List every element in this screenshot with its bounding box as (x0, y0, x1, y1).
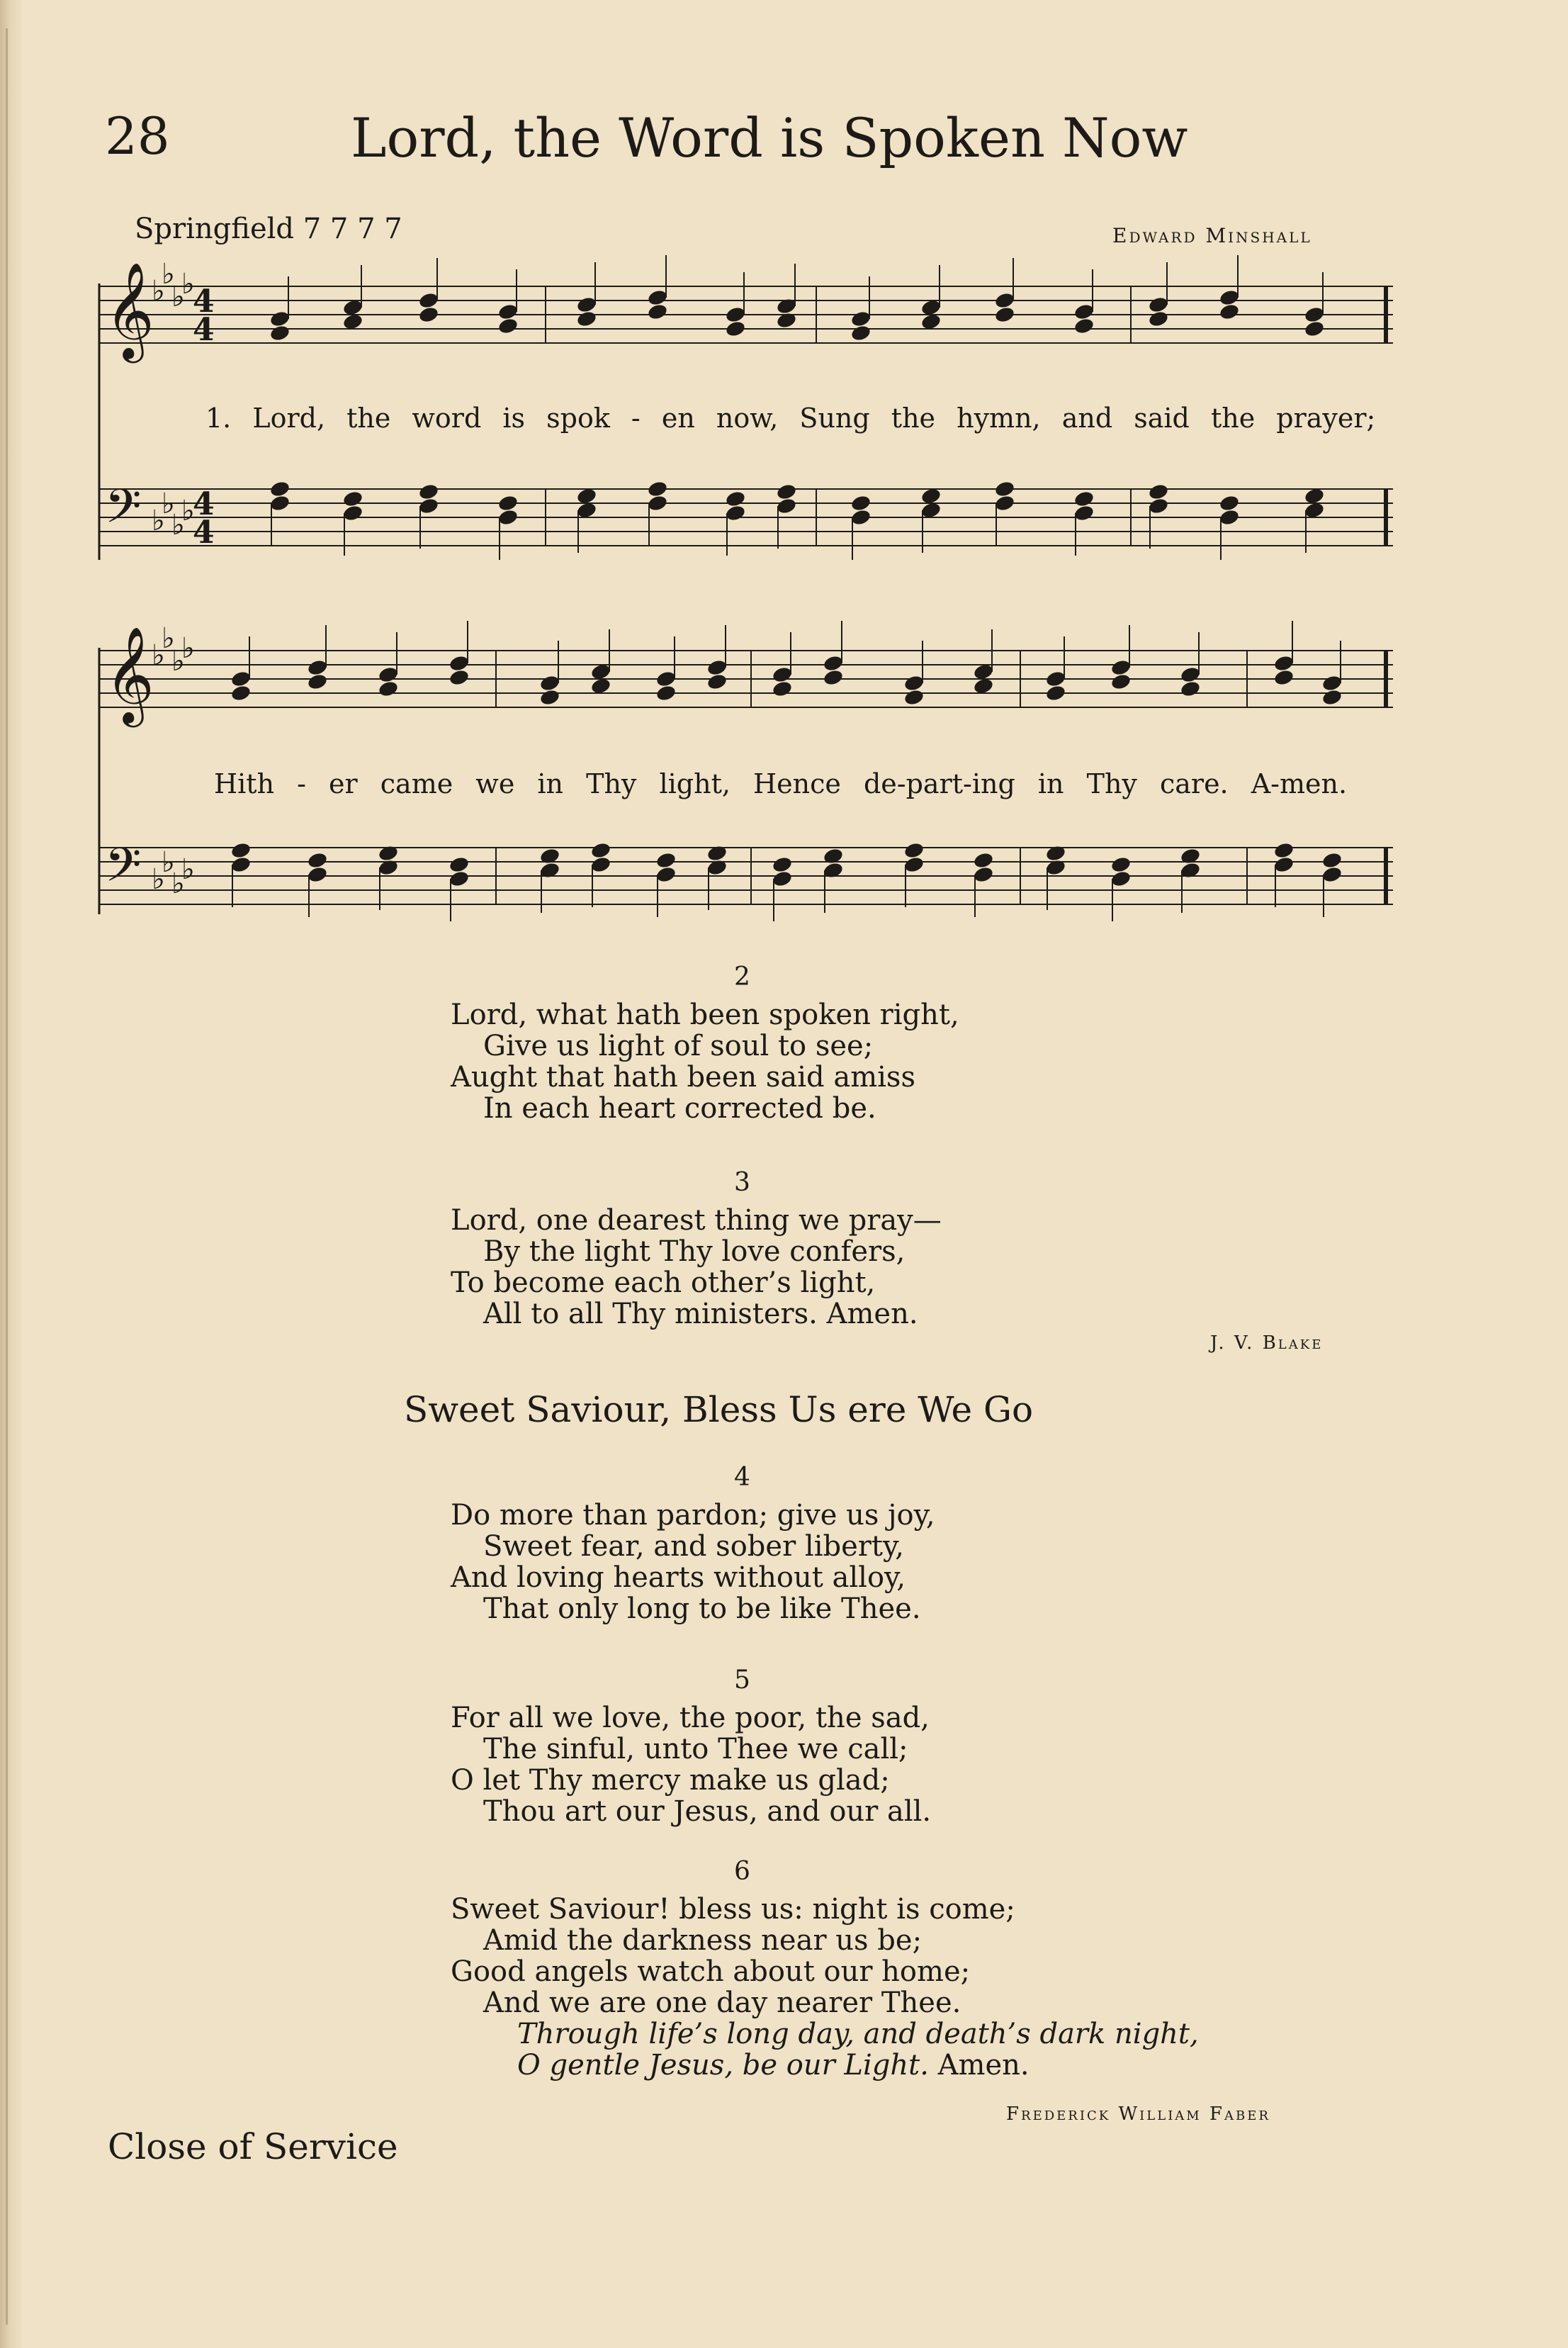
note-head (647, 303, 669, 321)
note-head (823, 861, 845, 880)
note-head (655, 670, 677, 688)
note-head (1045, 858, 1067, 877)
lyrics-line-1: 1. Lord, the word is spok - en now, Sung the hymn, and said the prayer; (205, 403, 1376, 434)
flat-sign-icon: ♭ (162, 488, 175, 520)
note-head (903, 855, 925, 874)
note-head (1110, 870, 1132, 888)
amen-text: Amen. (937, 2049, 1030, 2082)
note-head (539, 688, 561, 707)
note-head (647, 288, 669, 307)
verse-line: By the light Thy love confers, (483, 1235, 906, 1268)
note-head (1073, 490, 1095, 508)
verse-line: The sinful, unto Thee we call; (483, 1733, 908, 1765)
note-head (725, 490, 747, 508)
flat-sign-icon: ♭ (162, 846, 175, 879)
verse-line: Sweet Saviour! bless us: night is come; (451, 1893, 1015, 1926)
note-head (823, 654, 845, 673)
refrain-text: O gentle Jesus, be our Light. (517, 2049, 929, 2082)
treble-clef-icon: 𝄞 (105, 261, 154, 359)
note-head (725, 320, 747, 338)
note-head (539, 861, 561, 880)
verse-number: 3 (734, 1168, 750, 1197)
note-head (994, 305, 1016, 324)
verse-line: Give us light of soul to see; (483, 1030, 874, 1062)
note-head (342, 504, 364, 522)
note-head (449, 668, 470, 687)
verse-line: All to all Thy ministers. Amen. (483, 1298, 918, 1330)
note-head (497, 508, 519, 527)
verse-line: Do more than pardon; give us joy, (451, 1499, 935, 1532)
note-head (1148, 296, 1170, 314)
note-head (776, 483, 798, 501)
note-head (1073, 317, 1095, 335)
note-head (772, 870, 794, 888)
note-head (1273, 841, 1295, 860)
flat-sign-icon: ♭ (181, 632, 195, 665)
note-head (903, 688, 925, 707)
note-head (1304, 305, 1326, 324)
time-signature-digit: 4 (193, 515, 215, 551)
verse-number: 5 (734, 1665, 750, 1695)
flat-sign-icon: ♭ (171, 281, 185, 313)
note-head (269, 310, 291, 328)
note-head (1273, 855, 1295, 874)
note-head (994, 291, 1016, 310)
note-head (307, 658, 329, 677)
note-head (725, 305, 747, 324)
note-head (850, 324, 872, 342)
note-head (378, 858, 400, 877)
composer-credit: Edward Minshall (1112, 224, 1312, 247)
note-head (1304, 320, 1326, 338)
bass-clef-icon: 𝄢 (105, 838, 142, 904)
note-head (1321, 688, 1343, 707)
note-head (539, 674, 561, 692)
note-head (418, 291, 440, 310)
note-head (497, 494, 519, 512)
note-head (590, 855, 612, 874)
verse-line: Thou art our Jesus, and our all. (483, 1795, 932, 1828)
note-head (994, 480, 1016, 498)
note-head (647, 494, 669, 512)
note-head (647, 480, 669, 498)
verse-line: In each heart corrected be. (483, 1092, 876, 1125)
bass-clef-icon: 𝄢 (105, 479, 142, 545)
note-head (1110, 855, 1132, 874)
note-head (903, 674, 925, 692)
note-head (1219, 494, 1241, 512)
note-head (418, 483, 440, 501)
time-signature-digit: 4 (193, 283, 215, 320)
note-head (590, 841, 612, 860)
note-head (307, 851, 329, 870)
verse-line: Amid the darkness near us be; (483, 1924, 923, 1957)
note-head (1110, 658, 1132, 677)
verse-line: For all we love, the poor, the sad, (451, 1702, 930, 1734)
flat-sign-icon: ♭ (171, 509, 185, 541)
note-head (1045, 670, 1067, 688)
tune-name: Springfield 7 7 7 7 (135, 213, 402, 245)
note-head (269, 480, 291, 498)
section-footer-label: Close of Service (108, 2126, 398, 2167)
refrain-line: Through life’s long day, and death’s dark night, (517, 2018, 1199, 2050)
note-head (497, 303, 519, 321)
note-head (850, 310, 872, 328)
note-head (418, 305, 440, 324)
note-head (307, 673, 329, 691)
note-head (1073, 303, 1095, 321)
verse-6 (451, 1857, 1199, 2082)
note-head (823, 668, 845, 687)
note-head (230, 841, 252, 860)
verse-line: That only long to be like Thee. (483, 1593, 921, 1625)
flat-sign-icon: ♭ (152, 505, 165, 537)
flat-sign-icon: ♭ (152, 863, 165, 896)
treble-clef-icon: 𝄞 (105, 625, 154, 723)
note-head (1219, 288, 1241, 307)
note-head (725, 504, 747, 522)
note-head (776, 311, 798, 330)
note-head (655, 684, 677, 702)
note-head (1219, 303, 1241, 321)
note-head (576, 296, 598, 314)
note-head (823, 847, 845, 865)
note-head (497, 317, 519, 335)
note-head (973, 865, 995, 884)
flat-sign-icon: ♭ (171, 645, 185, 678)
note-head (850, 508, 872, 527)
note-head (1180, 680, 1202, 698)
note-head (1110, 673, 1132, 691)
verse-3 (451, 1168, 1159, 1330)
lyrics-line-2: Hith - er came we in Thy light, Hence de-part-ing in Thy care. A-men. (214, 768, 1348, 799)
verse-line: Aught that hath been said amiss (451, 1061, 915, 1094)
note-head (1148, 483, 1170, 501)
note-head (706, 658, 728, 677)
note-head (903, 841, 925, 860)
note-head (1273, 654, 1295, 673)
note-head (378, 680, 400, 698)
note-head (706, 858, 728, 877)
note-head (994, 494, 1016, 512)
note-head (449, 855, 470, 874)
refrain-line (451, 2050, 1159, 2081)
note-head (342, 490, 364, 508)
note-head (850, 494, 872, 512)
flat-sign-icon: ♭ (152, 275, 165, 308)
note-head (776, 497, 798, 515)
note-head (418, 497, 440, 515)
note-head (269, 494, 291, 512)
hymn-title: Lord, the Word is Spoken Now (351, 106, 1188, 169)
note-head (1180, 861, 1202, 880)
note-head (706, 673, 728, 691)
verse-number: 2 (734, 962, 750, 992)
note-head (1045, 684, 1067, 702)
flat-sign-icon: ♭ (181, 495, 195, 527)
note-head (449, 870, 470, 888)
page-number: 28 (105, 106, 170, 166)
verse-2 (451, 962, 1159, 1124)
note-head (1321, 674, 1343, 692)
note-head (230, 670, 252, 688)
flat-sign-icon: ♭ (162, 622, 175, 655)
verse-line: And we are one day nearer Thee. (483, 1987, 961, 2019)
note-head (576, 310, 598, 328)
note-head (1073, 504, 1095, 522)
author-credit: J. V. Blake (1210, 1332, 1324, 1354)
time-signature-digit: 4 (193, 312, 215, 348)
verse-line: Lord, what hath been spoken right, (451, 999, 959, 1031)
note-head (378, 844, 400, 863)
note-head (1321, 851, 1343, 870)
note-head (1321, 865, 1343, 884)
note-head (1219, 508, 1241, 527)
note-head (449, 654, 470, 673)
note-head (655, 865, 677, 884)
verse-line: And loving hearts without alloy, (451, 1561, 906, 1594)
note-head (1148, 497, 1170, 515)
note-head (307, 865, 329, 884)
note-head (1180, 665, 1202, 684)
music-score (0, 0, 1568, 978)
verse-line: O let Thy mercy make us glad; (451, 1764, 890, 1797)
note-head (706, 844, 728, 863)
note-head (776, 297, 798, 315)
note-head (772, 855, 794, 874)
note-head (269, 324, 291, 342)
note-head (230, 855, 252, 874)
time-signature-digit: 4 (193, 486, 215, 522)
verse-line: To become each other’s light, (451, 1266, 876, 1299)
flat-sign-icon: ♭ (162, 258, 175, 291)
note-head (655, 851, 677, 870)
note-head (1273, 668, 1295, 687)
note-head (1045, 844, 1067, 863)
verse-4 (451, 1463, 1159, 1624)
verse-line: Good angels watch about our home; (451, 1955, 971, 1988)
verse-number: 6 (734, 1857, 750, 1886)
note-head (973, 851, 995, 870)
verse-line: Lord, one dearest thing we pray— (451, 1204, 942, 1237)
author-credit: Frederick William Faber (1006, 2103, 1270, 2125)
note-head (378, 665, 400, 684)
verse-line: Sweet fear, and sober liberty, (483, 1530, 904, 1563)
flat-sign-icon: ♭ (171, 867, 185, 900)
note-head (539, 847, 561, 865)
note-head (230, 684, 252, 702)
verse-number: 4 (734, 1463, 750, 1492)
note-head (1180, 847, 1202, 865)
verse-5 (451, 1665, 1159, 1827)
note-head (772, 680, 794, 698)
note-head (1148, 310, 1170, 328)
flat-sign-icon: ♭ (181, 853, 195, 886)
flat-sign-icon: ♭ (181, 268, 195, 300)
second-hymn-title: Sweet Saviour, Bless Us ere We Go (404, 1389, 1034, 1430)
note-head (772, 665, 794, 684)
flat-sign-icon: ♭ (152, 639, 165, 672)
